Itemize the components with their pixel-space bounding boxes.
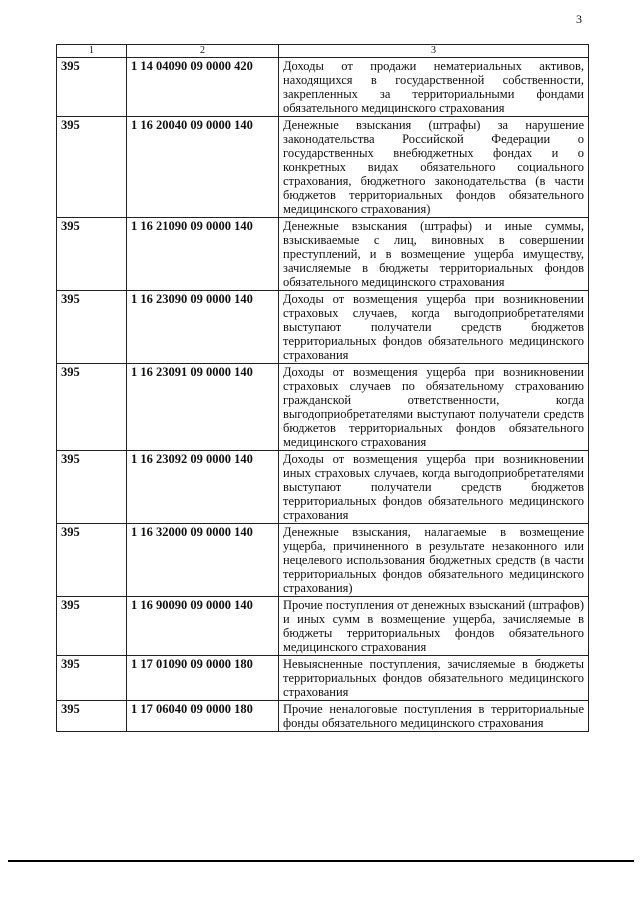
- table-header-row: [57, 45, 589, 58]
- table-row: [57, 58, 589, 117]
- revenue-description: Невыясненные поступления, зачисляемые в бюджеты территориальных фондов обязательного медицинского страхования: [279, 656, 589, 701]
- revenue-code: 1 16 23090 09 0000 140: [127, 291, 279, 364]
- revenue-description: Прочие поступления от денежных взысканий (штрафов) и иных сумм в возмещение ущерба, зачисляемые в бюджеты территориальных фондов обязательного медицинского страхования: [279, 597, 589, 656]
- table-row: [57, 451, 589, 524]
- revenue-code: 1 16 90090 09 0000 140: [127, 597, 279, 656]
- admin-code: 395: [57, 117, 127, 218]
- admin-code: 395: [57, 451, 127, 524]
- revenue-description: Денежные взыскания (штрафы) и иные суммы, взыскиваемые с лиц, виновных в совершении преступлений, и в возмещение ущерба имуществу, зачисляемые в бюджеты территориальных фондов обязательного медицинского страхования: [279, 218, 589, 291]
- table-row: [57, 524, 589, 597]
- revenue-description: Доходы от продажи нематериальных активов, находящихся в государственной собственности, закрепленных за территориальными фондами обязательного медицинского страхования: [279, 58, 589, 117]
- revenue-code: 1 16 20040 09 0000 140: [127, 117, 279, 218]
- revenue-description: Доходы от возмещения ущерба при возникновении иных страховых случаев, когда выгодоприобретателями выступают получатели средств бюджетов территориальных фондов обязательного медицинского страхования: [279, 451, 589, 524]
- column-header-2: 2: [127, 45, 279, 58]
- admin-code: 395: [57, 597, 127, 656]
- table-row: [57, 364, 589, 451]
- table-row: [57, 597, 589, 656]
- table-row: [57, 291, 589, 364]
- admin-code: 395: [57, 656, 127, 701]
- admin-code: 395: [57, 364, 127, 451]
- revenue-codes-table: [56, 44, 589, 732]
- admin-code: 395: [57, 291, 127, 364]
- table-row: [57, 701, 589, 732]
- table-row: [57, 117, 589, 218]
- column-header-1: 1: [57, 45, 127, 58]
- table-row: [57, 656, 589, 701]
- revenue-description: Денежные взыскания (штрафы) за нарушение законодательства Российской Федерации о государственных внебюджетных фондах и о конкретных видах обязательного социального страхования, бюджетного законодательства (в части бюджетов территориальных фондов обязательного медицинского страхования): [279, 117, 589, 218]
- bottom-divider: [8, 860, 634, 862]
- revenue-code: 1 16 21090 09 0000 140: [127, 218, 279, 291]
- revenue-code: 1 14 04090 09 0000 420: [127, 58, 279, 117]
- admin-code: 395: [57, 701, 127, 732]
- revenue-description: Денежные взыскания, налагаемые в возмещение ущерба, причиненного в результате незаконного или нецелевого использования бюджетных средств (в части территориальных фондов обязательного медицинского страхования): [279, 524, 589, 597]
- table-row: [57, 218, 589, 291]
- revenue-description: Доходы от возмещения ущерба при возникновении страховых случаев, когда выгодоприобретателями выступают получатели средств бюджетов территориальных фондов обязательного медицинского страхования: [279, 291, 589, 364]
- column-header-3: 3: [279, 45, 589, 58]
- admin-code: 395: [57, 524, 127, 597]
- revenue-code: 1 17 01090 09 0000 180: [127, 656, 279, 701]
- admin-code: 395: [57, 58, 127, 117]
- page-number: 3: [576, 12, 582, 26]
- revenue-description: Доходы от возмещения ущерба при возникновении страховых случаев по обязательному страхованию гражданской ответственности, когда выгодоприобретателями выступают получатели средств бюджетов территориальных фондов обязательного медицинского страхования: [279, 364, 589, 451]
- admin-code: 395: [57, 218, 127, 291]
- revenue-code: 1 16 32000 09 0000 140: [127, 524, 279, 597]
- revenue-description: Прочие неналоговые поступления в территориальные фонды обязательного медицинского страхования: [279, 701, 589, 732]
- revenue-code: 1 16 23091 09 0000 140: [127, 364, 279, 451]
- revenue-code: 1 17 06040 09 0000 180: [127, 701, 279, 732]
- revenue-code: 1 16 23092 09 0000 140: [127, 451, 279, 524]
